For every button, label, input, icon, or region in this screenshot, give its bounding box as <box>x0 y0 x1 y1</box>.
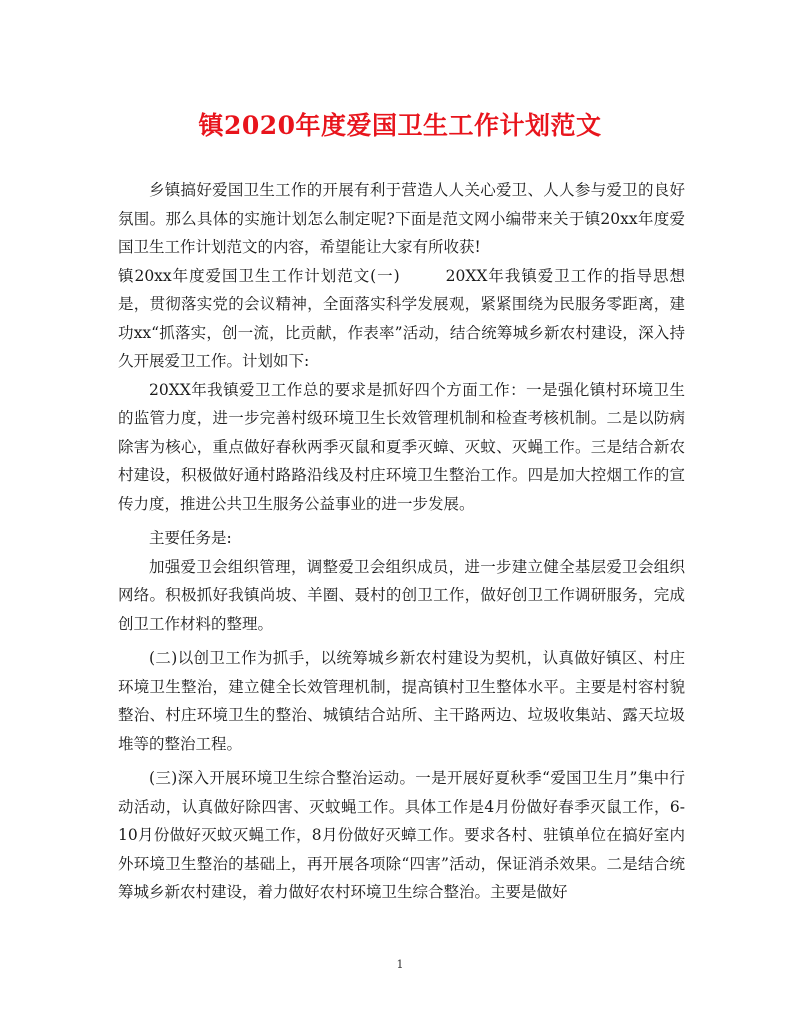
intro-paragraph: 乡镇搞好爱国卫生工作的开展有利于营造人人关心爱卫、人人参与爱卫的良好氛围。那么具体的实施计划怎么制定呢?下面是范文网小编带来关于镇20xx年度爱国卫生工作计划范文的内容，希望能让大家有所收获! <box>118 181 685 256</box>
task-two-paragraph: (二)以创卫工作为抓手，以统筹城乡新农村建设为契机，认真做好镇区、村庄环境卫生整治，建立健全长效管理机制，提高镇村卫生整体水平。主要是村容村貌整治、村庄环境卫生的整治、城镇结合站所、主干路两边、垃圾收集站、露天垃圾堆等的整治工程。 <box>118 649 685 753</box>
section-one-paragraph <box>118 262 685 376</box>
requirements-paragraph: 20XX年我镇爱卫工作总的要求是抓好四个方面工作：一是强化镇村环境卫生的监管力度，进一步完善村级环境卫生长效管理机制和检查考核机制。二是以防病除害为核心，重点做好春秋两季灭鼠和夏季灭蟑、灭蚊、灭蝇工作。三是结合新农村建设，积极做好通村路路沿线及村庄环境卫生整治工作。四是加大控烟工作的宣传力度，推进公共卫生服务公益事业的进一步发展。 <box>118 380 685 513</box>
section-one-heading: 镇20xx年度爱国卫生工作计划范文(一) <box>118 266 400 285</box>
section-one-guiding-text: 20XX年我镇爱卫工作的指导思想是，贯彻落实党的会议精神，全面落实科学发展观，紧紧围绕为民服务零距离，建功xx“抓落实，创一流，比贡献，作表率”活动，结合统筹城乡新农村建设，深入持久开展爱卫工作。计划如下: <box>118 266 685 370</box>
task-one-paragraph: 加强爱卫会组织管理，调整爱卫会组织成员，进一步建立健全基层爱卫会组织网络。积极抓好我镇尚坡、羊圈、聂村的创卫工作，做好创卫工作调研服务，完成创卫工作材料的整理。 <box>118 557 685 633</box>
task-three-paragraph: (三)深入开展环境卫生综合整治运动。一是开展好夏秋季“爱国卫生月”集中行动活动，认真做好除四害、灭蚊蝇工作。具体工作是4月份做好春季灭鼠工作，6-10月份做好灭蚊灭蝇工作，8月份做好灭蟑工作。要求各村、驻镇单位在搞好室内外环境卫生整治的基础上，再开展各项除“四害”活动，保证消杀效果。二是结合统筹城乡新农村建设，着力做好农村环境卫生综合整治。主要是做好 <box>118 769 685 901</box>
document-body <box>118 176 685 907</box>
page-number: 1 <box>396 958 404 971</box>
document-title: 镇2020年度爱国卫生工作计划范文 <box>198 111 602 140</box>
main-tasks-label: 主要任务是: <box>149 529 232 547</box>
